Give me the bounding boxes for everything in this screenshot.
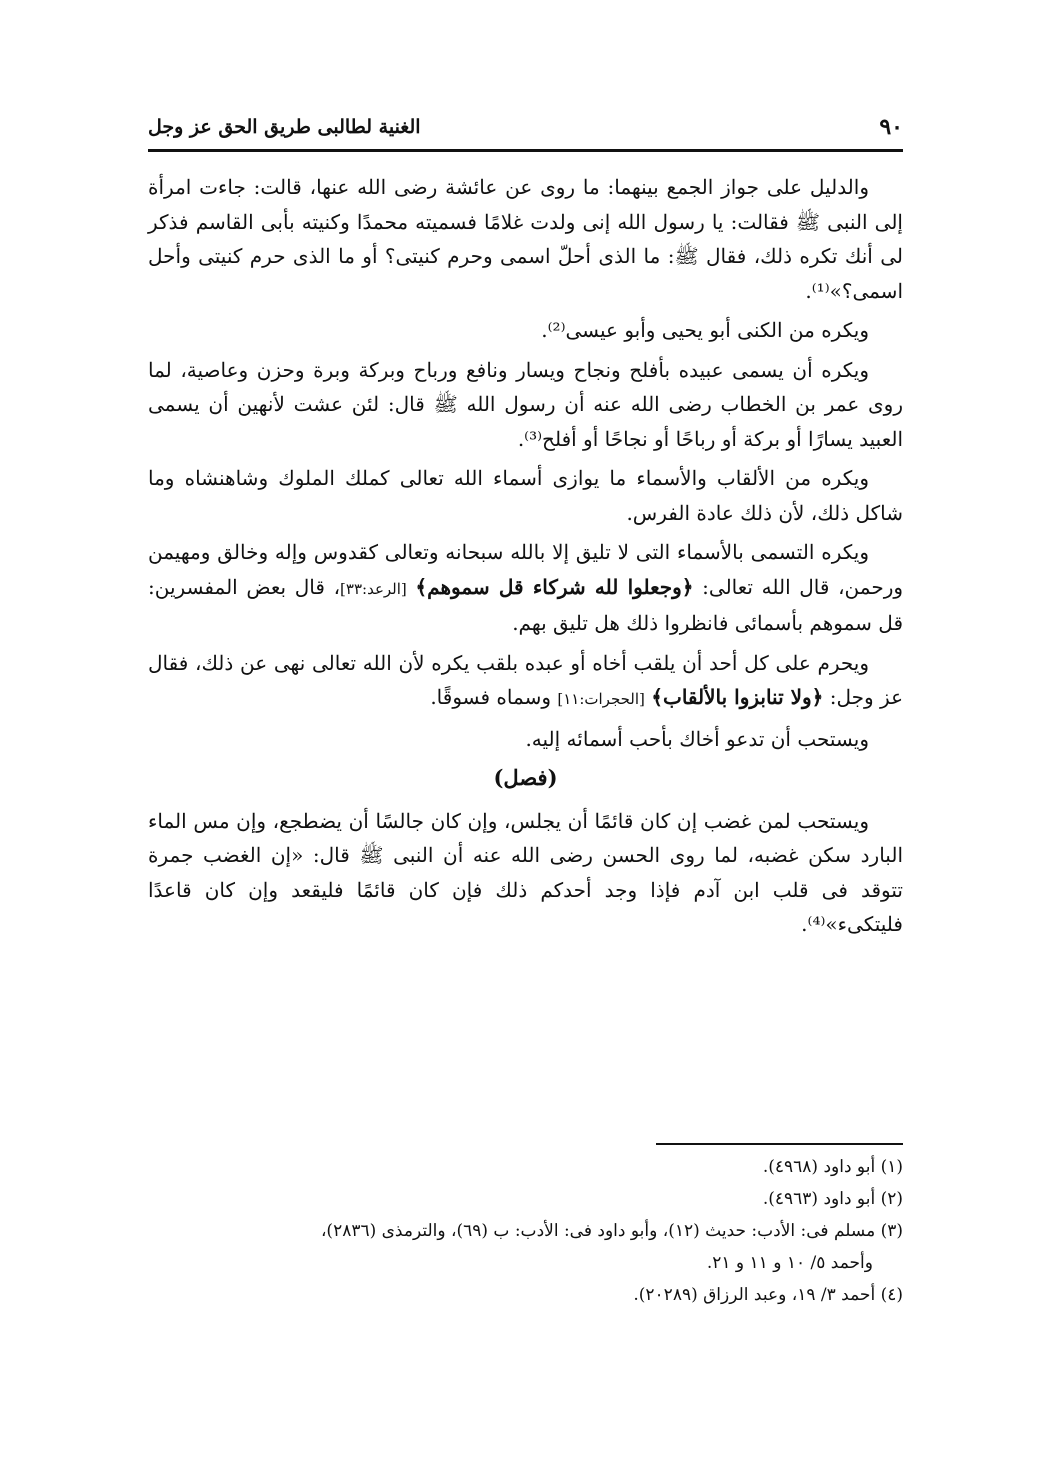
paragraph-6-text-a: ويحرم على كل أحد أن يلقب أخاه أو عبده بلقب يكره لأن الله تعالى نهى عن ذلك، فقال عز وجل: [148,650,903,709]
paragraph-5-text-a: ويكره التسمى بالأسماء التى لا تليق إلا بالله سبحانه وتعالى كقدوس وإله وخالق ومهيمن ورحمن، قال الله تعالى: [148,540,904,599]
paragraph-7: ويستحب أن تدعو أخاك بأحب أسمائه إليه. [525,726,869,751]
footnote-rule [656,1143,903,1145]
footnote-4: (٤) أحمد ٣/ ١٩، وعبد الرزاق (٢٠٢٨٩). [633,1285,903,1305]
page-number: ٩٠ [879,114,903,140]
paragraph-8: ويستحب لمن غضب إن كان قائمًا أن يجلس، وإن كان جالسًا أن يضطجع، وإن مس الماء البارد سكن غضبه، لما روى الحسن رضى الله عنه أن النبى ﷺ قال: «إن الغضب جمرة تتوقد فى قلب ابن آدم فإذا وجد أحدكم ذلك فإن كان قائمًا فليقعد وإن كان قاعدًا فليتكىء»⁽⁴⁾. [148,808,903,936]
footnote-2: (٢) أبو داود (٤٩٦٣). [762,1189,903,1209]
quran-quote-1: ﴿وجعلوا لله شركاء قل سموهم﴾ [415,574,694,599]
quran-quote-2: ﴿ولا تنابزوا بالألقاب﴾ [651,685,824,709]
paragraph-4: ويكره من الألقاب والأسماء ما يوازى أسماء الله تعالى كملك الملوك وشاهنشاه وما شاكل ذلك، لأن ذلك عادة الفرس. [148,466,903,525]
quran-citation-1: [الرعد:٣٣] [340,579,407,598]
footnotes [148,1152,903,1312]
paragraph-3: ويكره أن يسمى عبيده بأفلح ونجاح ويسار ونافع ورباح وبركة وبرة وحزن وعاصية، لما روى عمر بن الخطاب رضى الله عنه أن رسول الله ﷺ قال: لئن عشت لأنهين أن يسمى العبيد يسارًا أو بركة أو رباحًا أو نجاحًا أو أفلح⁽³⁾. [148,357,903,451]
paragraph-6-text-b: وسماه فسوقًا. [430,685,551,709]
footnote-3: (٣) مسلم فى: الأدب: حديث (١٢)، وأبو داود فى: الأدب: ب (٦٩)، والترمذى (٢٨٣٦)، [320,1221,903,1241]
quran-citation-2: [الحجرات:١١] [557,690,645,708]
running-title: الغنية لطالبى طريق الحق عز وجل [148,116,421,138]
page-header [148,110,903,146]
paragraph-5-text-b: ، قال بعض المفسرين: قل سموهم بأسمائى فانظروا ذلك هل تليق بهم. [148,574,903,635]
header-rule [148,149,903,152]
paragraph-5 [148,535,903,641]
main-text [148,170,903,947]
footnote-3-continued: وأحمد ٥/ ١٠ و ١١ و ٢١. [706,1253,873,1273]
paragraph-6 [148,646,903,717]
paragraph-2: ويكره من الكنى أبو يحيى وأبو عيسى⁽²⁾. [541,318,869,342]
section-heading: (فصل) [493,765,558,790]
footnote-1: (١) أبو داود (٤٩٦٨). [762,1157,903,1177]
paragraph-1: والدليل على جواز الجمع بينهما: ما روى عن عائشة رضى الله عنها، قالت: جاءت امرأة إلى النبى ﷺ فقالت: يا رسول الله إنى ولدت غلامًا فسميته محمدًا وكنيته بأبى القاسم فذكر لى أنك تكره ذلك، فقال ﷺ: ما الذى أحلّ اسمى وحرم كنيتى؟ أو ما الذى حرم كنيتى وأحل اسمى؟»⁽¹⁾. [148,175,903,303]
